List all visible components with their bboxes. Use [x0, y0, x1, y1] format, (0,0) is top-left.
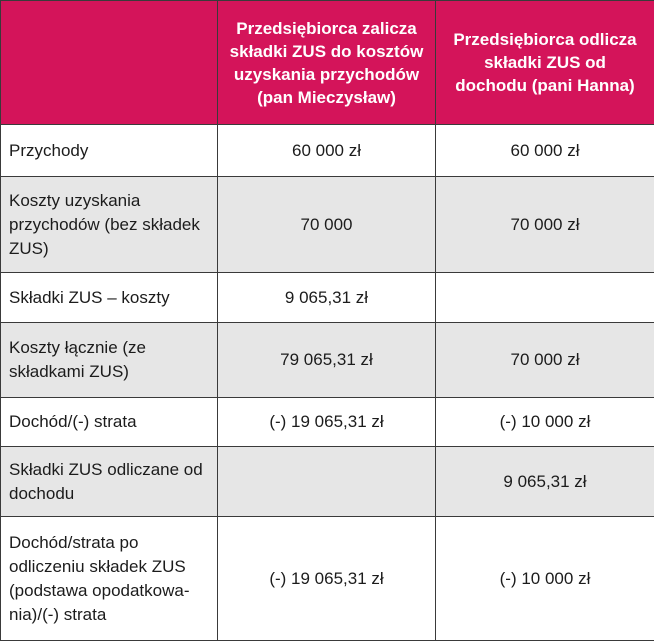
table-row	[1, 273, 654, 323]
value-hanna: 9 065,31 zł	[436, 447, 654, 517]
row-label: Koszty uzyskania przychodów (bez składek ZUS)	[1, 177, 218, 273]
table-row	[1, 177, 654, 273]
value-mieczyslaw: (-) 19 065,31 zł	[218, 398, 436, 447]
header-corner-cell	[1, 1, 218, 125]
table-row	[1, 398, 654, 447]
value-hanna: (-) 10 000 zł	[436, 398, 654, 447]
value-hanna: (-) 10 000 zł	[436, 517, 654, 641]
row-label: Przychody	[1, 125, 218, 177]
row-label: Dochód/strata po odliczeniu składek ZUS (podstawa opodatkowa-nia)/(-) strata	[1, 517, 218, 641]
row-label: Składki ZUS – koszty	[1, 273, 218, 323]
value-mieczyslaw: (-) 19 065,31 zł	[218, 517, 436, 641]
table-header	[1, 1, 654, 125]
table-body	[1, 125, 654, 641]
value-mieczyslaw	[218, 447, 436, 517]
value-hanna: 70 000 zł	[436, 323, 654, 398]
table-row	[1, 323, 654, 398]
row-label: Dochód/(-) strata	[1, 398, 218, 447]
table-row	[1, 125, 654, 177]
value-mieczyslaw: 70 000	[218, 177, 436, 273]
value-mieczyslaw: 60 000 zł	[218, 125, 436, 177]
value-hanna	[436, 273, 654, 323]
header-row	[1, 1, 654, 125]
value-hanna: 70 000 zł	[436, 177, 654, 273]
table-row	[1, 517, 654, 641]
header-mieczyslaw: Przedsiębiorca zalicza składki ZUS do kosztów uzyskania przychodów (pan Mieczysław)	[218, 1, 436, 125]
table-row	[1, 447, 654, 517]
row-label: Składki ZUS odliczane od dochodu	[1, 447, 218, 517]
header-hanna: Przedsiębiorca odlicza składki ZUS od dochodu (pani Hanna)	[436, 1, 654, 125]
value-mieczyslaw: 79 065,31 zł	[218, 323, 436, 398]
value-hanna: 60 000 zł	[436, 125, 654, 177]
row-label: Koszty łącznie (ze składkami ZUS)	[1, 323, 218, 398]
value-mieczyslaw: 9 065,31 zł	[218, 273, 436, 323]
